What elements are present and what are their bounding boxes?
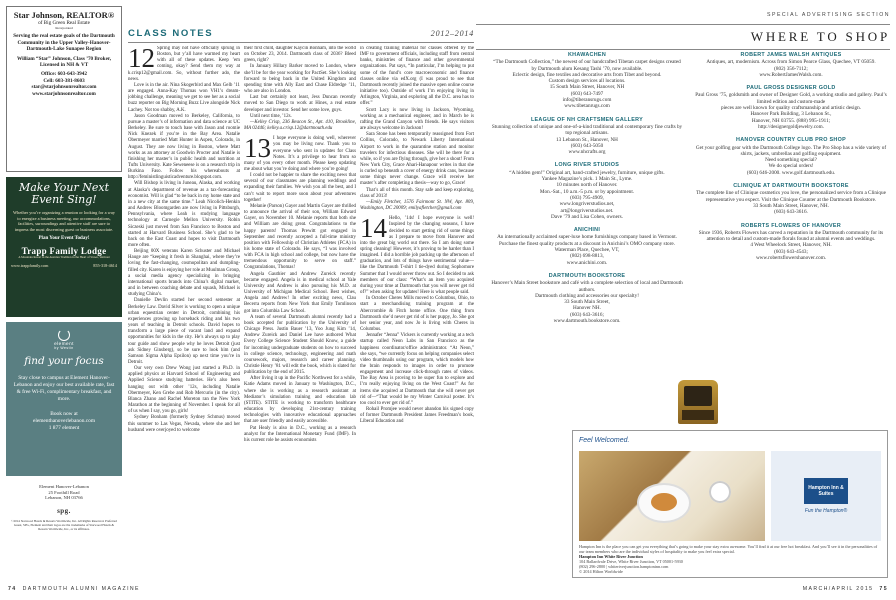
page-number-right: 75 <box>879 586 888 592</box>
shop-listing <box>490 227 684 266</box>
col1-p3: Jason Goodman moved to Berkeley, California, to pursue a master’s of information and data science at UC Berkeley. Be sure to touch base with Jason and roomie Nick Knezek if you’re in the Bay Area. Natalie Obermeyer married Matt Hunter in Aspen, Colorado, in August. They are now living in Boston, where Matt works as an attorney at Goodwin Procter and Natalie is finishing her master’s in public health and nutrition at Tufts University. Kate Seweneese is on a research trip in Burkina Faso. Follow his whereabouts at http://feministlinguisticadventure.blogspot.com. <box>128 113 240 181</box>
shop-listing-line: (603) 643-4543; <box>774 248 808 255</box>
shop-listing-line: We do special orders! <box>768 163 814 170</box>
shop-listing-line: Hanover, NH 03755. (888) 995-1911; <box>751 117 831 124</box>
col2-p10: After living it up in the Pacific Northwest for a while, Katie Adams moved in January to Washington, D.C., where she is working as a research assistant at Mediator’s simulation training and education lab (STITE). STITE is working to transform healthcare education by developing 21st-century training technologies with innovative educational approaches that are user friendly and easily accessible. <box>244 376 356 425</box>
shop-listing-line: (603) 643-5050 <box>570 142 604 149</box>
shop-listing-line: “A hidden gem!” Original art, hand-crafted jewelry, furniture, unique gifts. <box>509 169 665 176</box>
shop-listing-line: pieces are well known for quality craftsmanship and artistic design. <box>720 105 862 112</box>
ad-trapp-logo-sub: A Mountain Resort in the Austrian Tradition in the Heart of Stowe, Vermont <box>18 255 110 260</box>
shop-listing-line: An internationally acclaimed super-luxe home furnishings company based in Vermont. <box>497 234 677 241</box>
col2-p8: Angela Gauthier and Andrew Zureick recently became engaged. Angela is in medical school at Yale University and Andrew is also pursuing his M.D. at University of Michigan Medical School. Best wishes, Angela and Andrew! In other exciting news, Clau Becerra reports from New York that Emily Tomlinson got into Columbia Law School. <box>244 271 356 314</box>
shop-listing-line: Hanover Park Building, 3 Lebanon St., <box>750 111 832 118</box>
col2-p1: their first child, daughter Kaycin Bonham, into the world on October 23, 2014. Dartmouth class of 2036? Bleed green, right? <box>244 46 356 64</box>
shop-listing-name: KHAWACHEN <box>567 52 607 58</box>
col2-p3: Last but certainly not least, Jess Duncan recently moved to San Diego to work at Hines, a real estate developer and investor. Send her some love, guys. <box>244 95 356 113</box>
ad-star-email[interactable]: star@starjohnsonrealtor.com <box>31 84 97 91</box>
ad-trapp-body: Whether you’re organizing a reunion or looking for a way to energize a business meeting, our accommodations, facilities, surroundings and attentive staff are sure to impress the most discerning guest or business associate. <box>13 210 115 232</box>
page-number-left: 74 <box>8 586 17 592</box>
ad-trapp-headline: Make Your Next Event Sing! <box>18 181 110 206</box>
ad-trapp-logo: Trapp Family Lodge <box>21 246 107 257</box>
ad-trapp-web[interactable]: www.trappfamily.com <box>11 262 49 268</box>
shop-listing-line: 4 West Wheelock Street, Hanover, NH. <box>750 242 832 249</box>
shop-listing <box>694 137 888 176</box>
shop-listing-line[interactable]: www.robertsflowershanover.com. <box>755 255 827 262</box>
shop-listing <box>694 52 888 78</box>
col2-p4: Until next time, ’12s. <box>250 113 292 119</box>
col2-p7: Melanie (Parson) Gayer and Martin Gayer are thrilled to announce the arrival of their son, William Edward Gayer, on November 10. Melanie reports that both she and William are doing great. Congratulations to the happy parents! Thomas Prewitt got engaged in September and recently accepted a full-time ministry position with Fellowship of Christian Athletes (FCA) in his home state of Colorado. He says, “I was involved with FCA in high school and college, but now have the tremendous opportunity to serve on staff.” Congratulations, Thomas! <box>244 203 356 271</box>
where-to-shop-header <box>476 24 890 50</box>
ad-element-hotel: Element Hanover-Lebanon <box>39 484 89 489</box>
col3-p4: That’s all of this month. Stay safe and keep exploring, class of 2013! <box>360 187 474 199</box>
footer-left <box>8 586 140 592</box>
footer-right <box>803 586 888 592</box>
col3-p7: Jennafer “Jenna” Vickers is currently working at a tech startup called Neon Labs in San Francisco as the happiness coordinator/office administrator. “At Neon,” she says, “we currently focus on helping companies select video thumbnails using our program, which models how the brain responds to images in order to promote engagement and increase click-through rates of videos. The Bay Area is proving to be super fun to explore and I’m really enjoying living on the West Coast!” As for items she acquired at Dartmouth that she will never get rid of—“That would be my Winter Carnival poster. It’s too cool to ever get rid of.” <box>360 333 474 406</box>
ad-star-web[interactable]: www.starjohnsonrealtor.com <box>32 90 96 97</box>
shop-listing-line: Stunning collection of unique and one-of-a-kind traditional and contemporary fine crafts by top regional artisans. <box>491 123 683 137</box>
shop-listing-name: LEAGUE OF NH CRAFTSMEN GALLERY <box>530 116 644 123</box>
ad-element-brand-sub: by Westin <box>54 345 74 350</box>
where-to-shop-left-column <box>490 52 684 331</box>
class-notes-years: 2012–2014 <box>430 29 474 38</box>
shop-listing-line: Get your golfing gear with the Dartmouth College logo. The Pro Shop has a wide variety of shirts, jackets, umbrellas and golfing equipment. <box>695 144 887 157</box>
shop-listing-line: (603) 643-7497 <box>570 90 604 97</box>
shop-listing-line: (802) 698-8813, <box>570 253 604 260</box>
shop-listing-line: Purchase the finest quality products at a discount in Anichini’s OMO company store. <box>499 240 675 247</box>
shop-listing-line: Mon.-Sat., 10 a.m.-5 p.m. or by appointment. <box>539 188 635 195</box>
shop-listing-line: (802) 356-7112; <box>774 65 808 72</box>
hampton-slogan: Fun the Hampton® <box>804 508 848 514</box>
shop-listing-line: 10 minutes north of Hanover. <box>556 182 618 189</box>
col1-p2: Love is in the air. Nina Skogerbird and Max Gelb ’11 are engaged. Anna-Kay Thomas won VH1’s dream-jobbing challenge, meaning we get to see her as a social buzz reporter on Big Morning Buzz Live alongside Nick Lachey. Not too shabby, A.K. <box>128 82 240 113</box>
class-year-13: 13 <box>244 133 271 164</box>
class-notes-header <box>128 28 474 43</box>
ad-element-fine-print: ©2014 Starwood Hotels & Resorts Worldwide, Inc. All Rights Reserved. Preferred Guest, SPG, Element and their logos are the trademarks of Starwood Hotels & Resorts Worldwide, Inc., or its affiliates. <box>11 519 117 532</box>
hampton-addr: 104 Ballardvale Drive, White River Junction, VT 05001-5930 <box>579 559 683 564</box>
ad-star-office: Office: 603-643-3942 <box>41 71 87 78</box>
star-johnson-ad[interactable] <box>6 6 122 172</box>
breakfast-photo <box>579 451 765 541</box>
shop-listing-line[interactable]: www.longriverstudios.net, <box>559 201 615 208</box>
shop-listing-line: (603) 643-3616; <box>570 311 604 318</box>
ad-star-bio: William “Star” Johnson, Class ’70 Broker, Licensed in NH & VT <box>16 55 111 69</box>
shop-listing <box>490 162 684 220</box>
shop-listing-line: Yankee Magazine’s pick. 1 Main St., Lyme. <box>541 176 633 183</box>
shop-listing-line[interactable]: art@longriverstudios.net. <box>560 207 614 214</box>
shop-listing-name: ROBERT JAMES WALSH ANTIQUES <box>740 52 842 58</box>
ad-element-addr1: 25 Foothill Road <box>48 489 80 495</box>
ad-trapp-phone: 855-318-4614 <box>93 262 117 268</box>
ad-star-firm: of Big Green Real Estate <box>38 20 90 26</box>
col3-signature: —Emily Fletcher, 1576 Fairmont St. NW, Apt. 809, Washington, DC 20009; emilyafletcher@gmail.com <box>360 199 474 212</box>
shop-listing-name: CLINIQUE AT DARTMOUTH BOOKSTORE <box>733 183 849 190</box>
col3-p6: In October Cheres Mills moved to Columbus, Ohio, to start a merchandising training program at the Abercrombie & Fitch home office. One thing from Dartmouth she’d never get rid of is her puppy, Jo. She got her senior year, and now Jo is living with Cheres in Columbus. <box>360 296 474 333</box>
element-hotel-ad[interactable] <box>6 322 122 584</box>
where-to-shop-right-column <box>694 52 888 268</box>
shop-listing-line: 33 South Main Street, <box>564 299 610 306</box>
ad-trapp-cta: Plan Your Event Today! <box>38 236 90 242</box>
shop-listing-line: Eclectic design, fine textiles and decorative arts from Tibet and beyond. <box>512 71 662 78</box>
shop-listing-line: Since 1936, Roberts Flowers has carved a reputation in the Dartmouth community for its attention to detail and custom-made florals found at alumni events and weddings. <box>698 229 884 243</box>
shop-listing-line[interactable]: http://designergoldjewelry.com. <box>758 123 824 130</box>
col1-p7: Our very own Drew Wong just started a Ph.D. in applied physics at Harvard School of Engineering and Applied Science studying batteries. He’s also been hanging out with other ’12s, including Natalie Obermeyer, Ken Grebe and Rob Mercurio (in the city). Blanca Zhano and Rachel Moreton ran the New York Marathon at the beginning of November. I speak for all of us when I say, you go, girls! <box>128 366 240 415</box>
shop-listing-line[interactable]: www.RobertJamesWalsh.com. <box>759 71 823 78</box>
shop-listing-line: 13 Lebanon St., Hanover, NH <box>556 136 618 143</box>
left-ad-column <box>6 6 122 586</box>
col2-p5: I hope everyone is doing well, wherever you may be living now. Thank you to everyone who sent in updates for Class Notes. It’s a privilege to hear from so many of you every other month. Please keep updating me about what you’re doing and where you’re going! <box>244 136 356 172</box>
hampton-inn-ad[interactable] <box>572 430 888 578</box>
col3-p1: in creating training material for classes offered by the IMF to government officials, including staff from central banks, ministries of finance and other governmental organizations. Pat says, “In particular, I’m helping to put some of the fund’s core macroeconomic and finance classes online via edX.org (I was proud to see that Dartmouth recently joined the massive open online course initiative too). Outside of work I’m enjoying living in Arlington, Virginia, and exploring all the D.C. area has to offer.” <box>360 46 474 107</box>
ad-element-book1: Book now at <box>50 411 78 417</box>
shop-listing-name: HANOVER COUNTRY CLUB PRO SHOP <box>736 137 846 144</box>
class-notes-column-3 <box>360 46 474 576</box>
col2-p11: Pat Healy is also in D.C., working as a research analyst for the International Monetary Fund (IMF). In his current role he assists economists <box>244 425 356 443</box>
issue-date: MARCH/APRIL 2015 <box>802 586 874 592</box>
shop-listing-line: “The Dartmouth Collection,” the newest of our handcrafted Tibetan carpet designs created by Dartmouth alum Kesang Tashi ’70, now available. <box>493 59 681 72</box>
special-advertising-label: SPECIAL ADVERTISING SECTION <box>767 12 890 18</box>
shop-listing-name: ROBERTS FLOWERS OF HANOVER <box>740 222 842 229</box>
col2-p6: I could not be happier to share the exciting news that several of our classmates are planning weddings and expanding their families. We wish you all the best, and I can’t wait to report more soon about your adventures together! <box>244 173 356 203</box>
ad-element-headline: find your focus <box>24 355 104 367</box>
ad-element-addr2: Lebanon, NH 03766 <box>45 495 83 501</box>
shop-listing <box>694 223 888 262</box>
hampton-logo-panel <box>771 451 881 541</box>
shop-listing-line: Waterman Place, Quechee, VT, <box>554 247 620 254</box>
shop-listing-name: PAUL GROSS DESIGNER GOLD <box>746 85 836 92</box>
shop-listing-line: Paul Gross ’75, goldsmith and owner of Designer Gold, a working studio and gallery. Paul’s limited edition and custom-made <box>695 92 887 105</box>
magazine-name: DARTMOUTH ALUMNI MAGAZINE <box>22 586 140 592</box>
shop-listing-line: Hanover’s Main Street bookstore and café with a complete selection of local and Dartmouth authors. <box>491 280 683 293</box>
shop-listing-line: 33 South Main Street, Hanover, NH. <box>753 202 829 209</box>
shop-listing <box>694 85 888 130</box>
col1-p5: Beijing 00X veterans Karen Schuster and Michael Hauge are “keeping it fresh in Shanghai, where they’re loving the fast-changing, cosmopolitan and dumpling-filled city. Karen is enjoying her role at Muulman Group, a social media agency specializing in bringing international sports brands into China’s digital market, and in between coaching debate and squash, Michael is studying China’s. <box>128 249 240 298</box>
col3-p2: Scott Lacy is now living in Jackson, Wyoming, working as a mechanical engineer, and in March he is rafting the Grand Canyon with friends. He says visitors are always welcome in Jackson! <box>360 107 474 132</box>
spg-logo: spg. <box>57 506 71 515</box>
shop-listing-line: (603) 643-3616. <box>774 209 808 216</box>
shop-listing-line: Need something special? <box>765 157 817 164</box>
shop-listing <box>490 117 684 156</box>
col2-p2: In January Hillary Barker moved to London, where she’ll be for the year working for PactSet. She’s looking forward to being back in the United Kingdom and spending time with Ally East and Chase Eldredge ’11, who are also in London. <box>244 64 356 95</box>
shop-listing-line: Dave ’79 and Lisa Cohen, owners. <box>551 213 623 220</box>
shop-listing-line[interactable]: info@tiberansrugs.com <box>562 97 612 104</box>
where-to-shop-title: WHERE TO SHOP <box>750 29 890 44</box>
shop-listing-name: ANICHINI <box>573 227 601 234</box>
col1-p6: Danielle Devlin started her second semester at Berkeley Law. David Silver is working to open a unique urban equestrian center in Detroit, combining his experiences growing up horseback riding and his two years of teaching in Detroit schools. David hopes to transform a large piece of vacant land and expand opportunities for kids in the city. He’s always up to play tour guide and show people why he loves Detroit (just ask Sidney Ginsberg), so be sure to look him (and Samson Sigma Alpha Epsilon) up next time you’re in Detroit. <box>128 298 240 365</box>
class-year-14: 14 <box>360 213 387 244</box>
col1-p4: Will Bishop is living in Juneau, Alaska, and working at Alaska’s department of revenue as a tax-forecasting economist. Will is glad “to be back in my home state and in a new city at the same time.” Leah Nicolich-Henkin and Andrew Bloomgarden are now living in Pittsburgh, Pennsylvania, where Leah is studying language technology at Carnegie Mellon University. Robin Siczeski just moved from San Francisco to Boston and started at Harvard Business School. She’s glad to be back on the East Coast and hopes to visit Dartmouth more often. <box>128 181 240 248</box>
shop-listing-line: The complete line of Clinique cosmetics you love, the personalized service from a Clinique representative you expect. Visit the Clinique Counter at the Dartmouth Bookstore. <box>696 190 886 203</box>
col2-p9: A team of several Dartmouth alumni recently had a book accepted for publication by the University of Chicago Press. Justin Bauer ’13, Yoo Jung Kim ’14, Andrew Zureick and Daniel Lee have authored What Every College Science Student Should Know, a guide for incoming undergraduate students on how to succeed in college science, technology, engineering and math coursework, majors, research and career planning. Christie Henry ’81 will edit the book, which is slated for publication by the end of 2015. <box>244 314 356 376</box>
hampton-fine-print: © 2014 Hilton Worldwide <box>579 569 623 574</box>
shop-listing <box>490 273 684 324</box>
ad-star-cell: Cell: 603-381-8603 <box>43 77 85 84</box>
shop-listing-line[interactable]: www.dartmouth.bookstore.com. <box>553 317 621 324</box>
class-year-12: 12 <box>128 46 155 73</box>
ad-element-phone: 1 877 element <box>48 425 80 431</box>
shop-listing-line: Custom design services all locations. <box>548 78 626 85</box>
ad-element-book2[interactable]: elementhanoverlebanon.com <box>32 418 96 424</box>
shop-listing-line[interactable]: www.nhcrafts.org <box>568 149 606 156</box>
shop-listing-line[interactable]: www.anichini.com. <box>566 259 608 266</box>
ad-element-address-panel <box>6 476 122 584</box>
ad-star-pitch: Serving the real estate goals of the Dartmouth Community in the Upper Valley-Hanover-Dartmouth-Lake Sunapee Region <box>13 33 115 53</box>
col3-p5: Hello, ’14s! I hope everyone is well! Inspired by the changing seasons, I have decided to start getting rid of some things as I prepare to move from Hanover and into the great big world out there. So I am doing some spring cleaning! However, it’s proving to be harder than I imagined. I did a horrible job packing up the afternoon of graduation, and lots of things have sentimental value—like the Dartmouth T-shirt I tie-dyed during Sophomore Summer that I would never throw out. So I decided to ask members of our class: “What’s an item you acquired during your time at Dartmouth that you will never get rid of?” when asking for updates! Here is what people said. <box>360 216 474 296</box>
ad-star-firm-sub: Incorporated <box>55 26 73 31</box>
shop-listing <box>694 183 888 215</box>
shop-listing-line: Hanover NH. <box>573 305 601 312</box>
shop-listing-name: DARTMOUTH BOOKSTORE <box>548 272 626 279</box>
shop-listing <box>490 52 684 110</box>
shop-listing-name: LONG RIVER STUDIOS <box>554 162 620 169</box>
ad-element-body: Stay close to campus at Element Hanover-Lebanon and enjoy our best available rate, fast & free Wi-Fi, complimentary breakfast, and more. <box>13 375 115 402</box>
hampton-logo: Hampton Inn & Suites <box>804 478 848 504</box>
col1-p8: Sydney Bonham (formerly Sydney Schmus) moved this summer to Las Vegas, Nevada, where she and her husband were overjoyed to welcome <box>128 415 240 433</box>
class-notes-column-2 <box>244 46 356 576</box>
ad-element-brand: element <box>54 340 74 346</box>
shop-listing-line: 15 South Main Street, Hanover, NH <box>549 84 625 91</box>
shop-listing-line[interactable]: (603) 646-2000. www.golf.dartmouth.edu. <box>746 169 836 176</box>
ad-star-name: Star Johnson, REALTOR® <box>13 10 115 20</box>
col3-p8: Rohail Promjee would never abandon his signed copy of former Dartmouth President James Freedman’s book, Liberal Education and <box>360 407 474 425</box>
element-logo-icon <box>58 329 70 341</box>
antique-sign-image <box>678 380 718 424</box>
shop-listing-line: (603) 795-4909, <box>570 194 604 201</box>
shop-listing-line[interactable]: www.tibetanrugs.com <box>564 103 610 110</box>
class-notes-column-1 <box>128 46 240 576</box>
class-notes-title: CLASS NOTES <box>128 28 214 39</box>
hampton-tagline: Feel Welcomed. <box>579 437 630 444</box>
hampton-body: Hampton Inn is the place you can get you everything that’s going to make your stay extra awesome. You’ll find it at our free hot breakfast. And you’ll see it in the personalities of our team members who are the individual styles of hospitality to make you feel extra special. <box>579 544 878 554</box>
shop-listing-line: Dartmouth clothing and accessories our specialty! <box>535 292 639 299</box>
shop-listing-line: Antiques, art, modernism. Across from Simon Pearce Glass, Quechee, VT 05059. <box>706 59 876 66</box>
hampton-name: Hampton Inn White River Junction <box>579 554 643 559</box>
col2-signature: —Kelley Crisp, 236 Beacon St., Apt. 410, Brookline, MA 02446; kelley.a.crisp.12@dartmouth.edu <box>244 119 356 132</box>
hampton-phone[interactable]: (802) 296-2800 | whiteriverjunction.hamptoninn.com <box>579 564 669 569</box>
trapp-family-ad[interactable] <box>6 177 122 317</box>
col3-p3: Sara Stone has been temporarily reassigned from Fort Collins, Colorado, to Newark Liberty International Airport to work in the quarantine station and monitor travelers for infectious diseases. She will be there for a while, so if you are flying through, give her a shout! From New York City, Grace Ahari-Hanapour writes in that she is curled up beneath a cover of energy drink cans, because some things never change. Grace will receive her master’s after completing a thesis—way to go, Grace! <box>360 132 474 187</box>
col1-p1: Spring may not have officially sprung in Boston, but y’all have warmed my heart with all of these updates. Keep ’em coming, okay? Send them my way at k.crisp12@gmail.com. So, without further ado, the news. <box>128 46 240 82</box>
